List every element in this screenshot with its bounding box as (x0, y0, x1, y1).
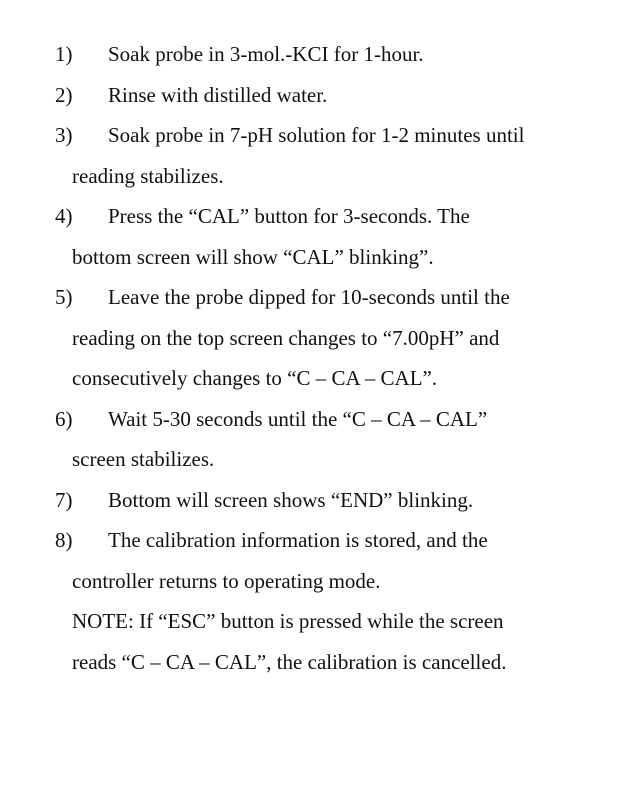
step-number: 8) (55, 528, 73, 552)
calibration-steps-list (0, 34, 618, 682)
list-item (0, 34, 618, 75)
step-text-continuation: bottom screen will show “CAL” blinking”. (72, 244, 434, 269)
step-number: 3) (55, 123, 73, 147)
step-text-continuation: NOTE: If “ESC” button is pressed while the screen (72, 609, 504, 633)
step-text: Wait 5-30 seconds until the “C – CA – CAL” (108, 406, 488, 431)
step-text: Leave the probe dipped for 10-seconds until the (108, 285, 510, 309)
list-item (0, 480, 618, 521)
step-text-continuation: controller returns to operating mode. (72, 568, 381, 593)
list-item (0, 277, 618, 399)
step-text-continuation: reading on the top screen changes to “7.00pH” and (72, 325, 500, 350)
step-text-continuation: screen stabilizes. (72, 447, 215, 471)
step-text-continuation: consecutively changes to “C – CA – CAL”. (72, 366, 438, 390)
step-text: The calibration information is stored, and the (108, 528, 488, 552)
list-item (0, 520, 618, 682)
step-number: 1) (55, 42, 73, 66)
list-item (0, 115, 618, 196)
step-number: 2) (55, 82, 73, 107)
step-number: 4) (55, 204, 73, 228)
step-number: 7) (55, 487, 73, 512)
step-text: Press the “CAL” button for 3-seconds. The (108, 204, 470, 228)
list-item (0, 196, 618, 277)
list-item (0, 399, 618, 480)
step-text: Soak probe in 3-mol.-KCI for 1-hour. (108, 42, 424, 66)
step-text-continuation: reading stabilizes. (72, 163, 224, 188)
step-text: Rinse with distilled water. (108, 82, 328, 107)
list-item (0, 75, 618, 116)
step-number: 6) (55, 406, 73, 431)
step-text: Soak probe in 7-pH solution for 1-2 minutes until (108, 123, 525, 147)
step-text: Bottom will screen shows “END” blinking. (108, 487, 474, 512)
step-number: 5) (55, 285, 73, 309)
step-text-continuation: reads “C – CA – CAL”, the calibration is cancelled. (72, 649, 507, 674)
